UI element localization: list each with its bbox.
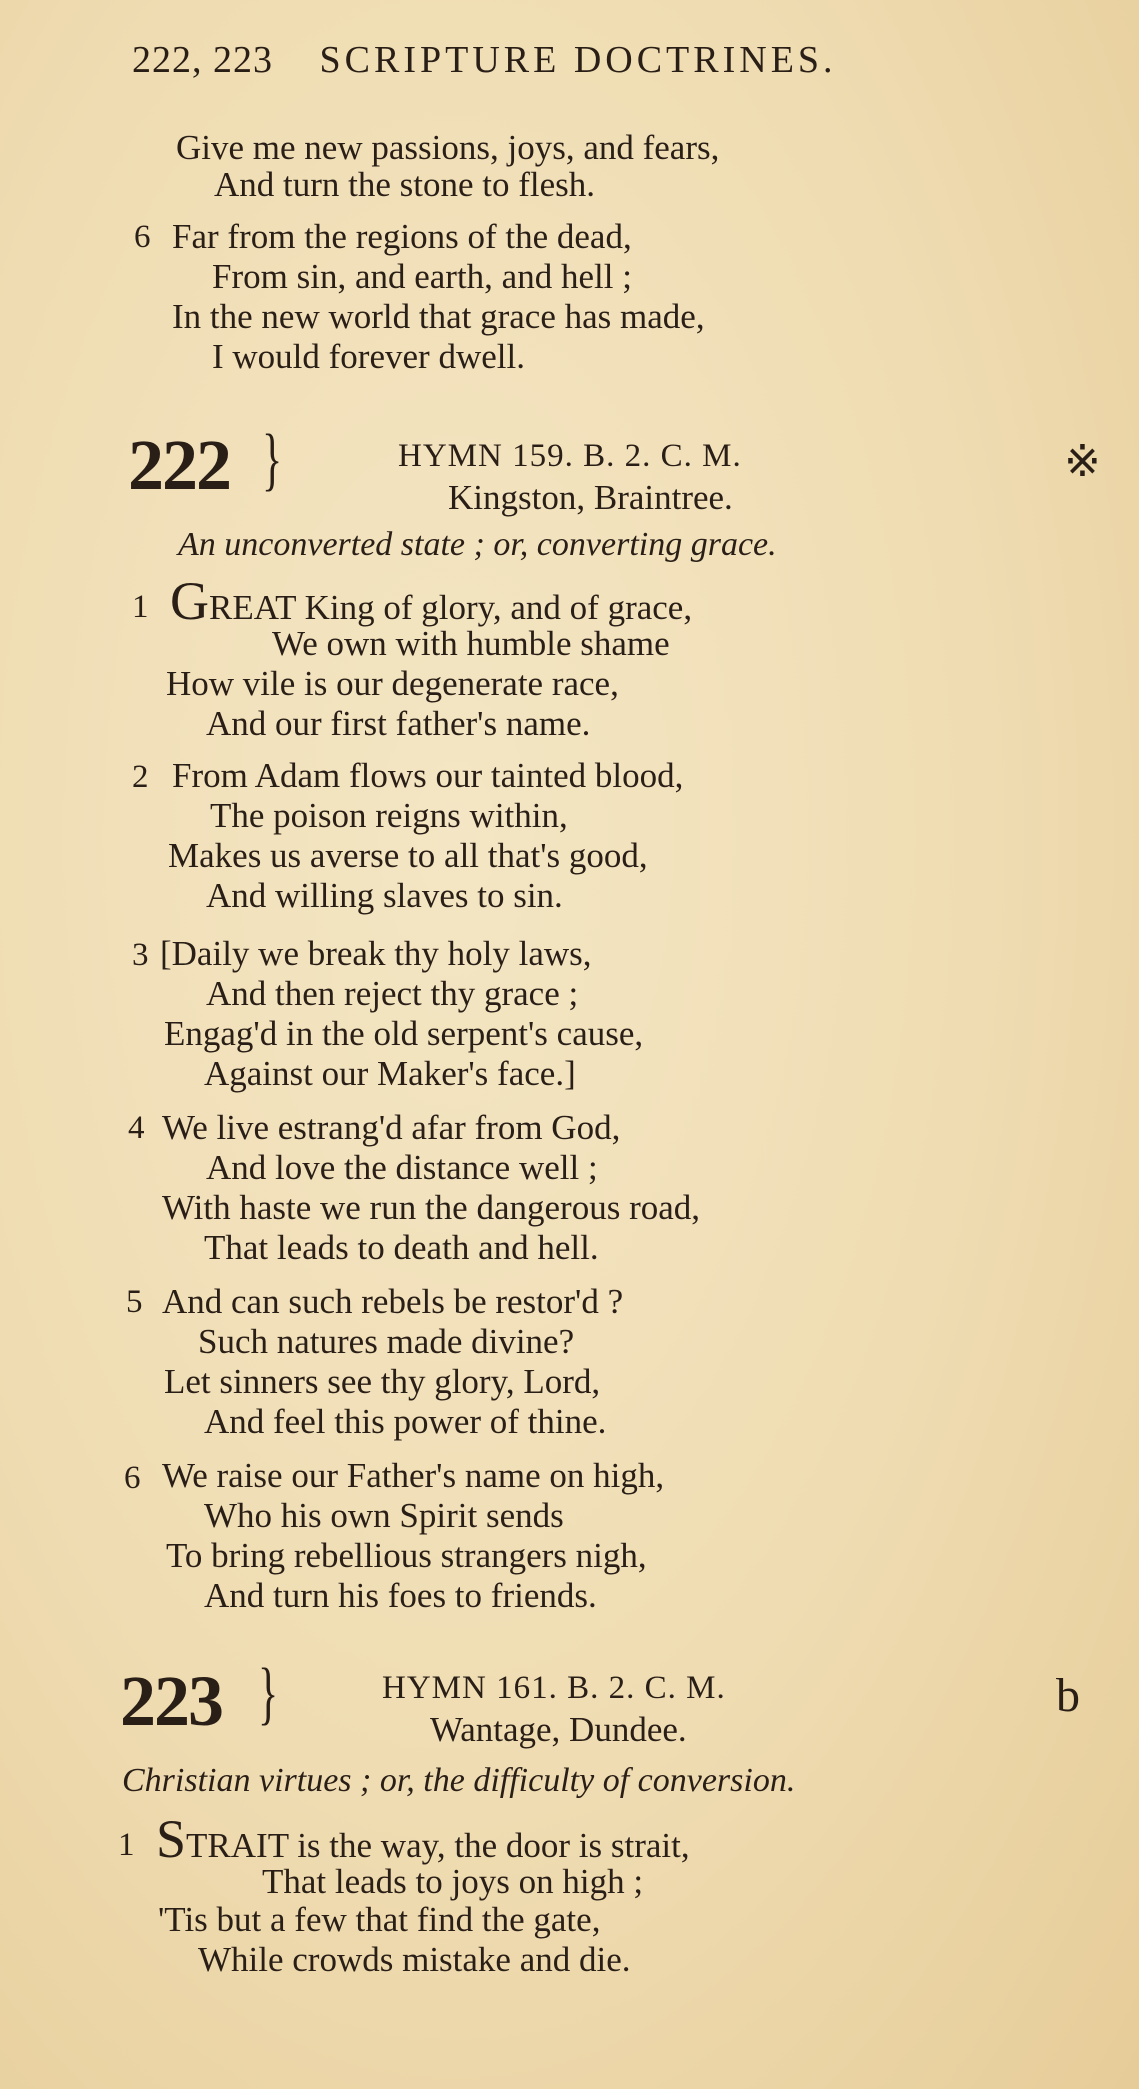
- hymn-line: Let sinners see thy glory, Lord,: [164, 1362, 601, 1401]
- hymn-line: That leads to joys on high ;: [262, 1862, 644, 1901]
- verse-number: 6: [134, 219, 151, 255]
- hymn-line: And willing slaves to sin.: [206, 876, 563, 915]
- hymn-subtitle: Christian virtues ; or, the difficulty of conversion.: [122, 1762, 796, 1799]
- hymn-line: Who his own Spirit sends: [204, 1496, 564, 1535]
- hymn-line: Far from the regions of the dead,: [172, 217, 632, 256]
- hymn-line: And love the distance well ;: [206, 1148, 598, 1187]
- hymn-line: We live estrang'd afar from God,: [162, 1108, 621, 1147]
- hymn-line: 'Tis but a few that find the gate,: [158, 1900, 601, 1939]
- hymn-line: And then reject thy grace ;: [206, 974, 579, 1013]
- hymn-line: Such natures made divine?: [198, 1322, 575, 1361]
- hymn-line: To bring rebellious strangers nigh,: [166, 1536, 647, 1575]
- tune-names: Wantage, Dundee.: [430, 1710, 687, 1749]
- hymn-line: Engag'd in the old serpent's cause,: [164, 1014, 644, 1053]
- hymn-number: 222: [128, 425, 230, 505]
- hymn-subtitle: An unconverted state ; or, converting grace.: [178, 526, 777, 563]
- hymn-line: From sin, and earth, and hell ;: [212, 257, 632, 296]
- verse-number: 1: [132, 589, 149, 625]
- hymn-header: HYMN 159. B. 2. C. M.: [398, 438, 742, 474]
- hymn-line: The poison reigns within,: [210, 796, 568, 835]
- hymn-line: And feel this power of thine.: [204, 1402, 607, 1441]
- page-numbers: 222, 223: [132, 39, 273, 81]
- verse-number: 1: [118, 1827, 135, 1863]
- brace-icon: }: [258, 1655, 279, 1732]
- verse-number: 4: [128, 1110, 145, 1146]
- hymn-line: That leads to death and hell.: [204, 1228, 599, 1267]
- hymn-number: 223: [120, 1661, 222, 1741]
- hymn-line: Makes us averse to all that's good,: [168, 836, 648, 875]
- drop-cap: G: [170, 571, 209, 631]
- hymn-line: How vile is our degenerate race,: [166, 664, 619, 703]
- tune-names: Kingston, Braintree.: [448, 478, 733, 517]
- hymn-header: HYMN 161. B. 2. C. M.: [382, 1670, 726, 1706]
- hymn-line: I would forever dwell.: [212, 337, 525, 376]
- hymn-line: STRAIT is the way, the door is strait,: [156, 1809, 690, 1869]
- hymn-line: [Daily we break thy holy laws,: [160, 934, 592, 973]
- hymn-line: GREAT King of glory, and of grace,: [170, 571, 693, 631]
- hymn-line: While crowds mistake and die.: [198, 1940, 631, 1979]
- running-title: SCRIPTURE DOCTRINES.: [319, 39, 837, 81]
- asterism-mark-icon: ※: [1064, 437, 1101, 486]
- flat-mark-icon: b: [1056, 1669, 1080, 1722]
- hymn-line: And can such rebels be restor'd ?: [162, 1282, 624, 1321]
- verse-number: 2: [132, 759, 149, 795]
- hymn-line: Against our Maker's face.]: [204, 1054, 576, 1093]
- hymn-line: With haste we run the dangerous road,: [162, 1188, 701, 1227]
- hymn-line: We own with humble shame: [272, 624, 670, 663]
- drop-cap: S: [156, 1809, 187, 1869]
- verse-number: 5: [126, 1284, 143, 1320]
- hymn-line: From Adam flows our tainted blood,: [172, 756, 684, 795]
- verse-number: 3: [132, 937, 149, 973]
- brace-icon: }: [262, 421, 283, 498]
- hymn-line: We raise our Father's name on high,: [162, 1456, 665, 1495]
- hymn-line: And turn his foes to friends.: [204, 1576, 597, 1615]
- hymn-line: And our first father's name.: [206, 704, 591, 743]
- hymn-line: Give me new passions, joys, and fears,: [176, 128, 720, 167]
- verse-number: 6: [124, 1460, 141, 1496]
- hymn-line: And turn the stone to flesh.: [214, 165, 596, 204]
- running-head: [132, 38, 837, 82]
- hymn-line: In the new world that grace has made,: [172, 297, 705, 336]
